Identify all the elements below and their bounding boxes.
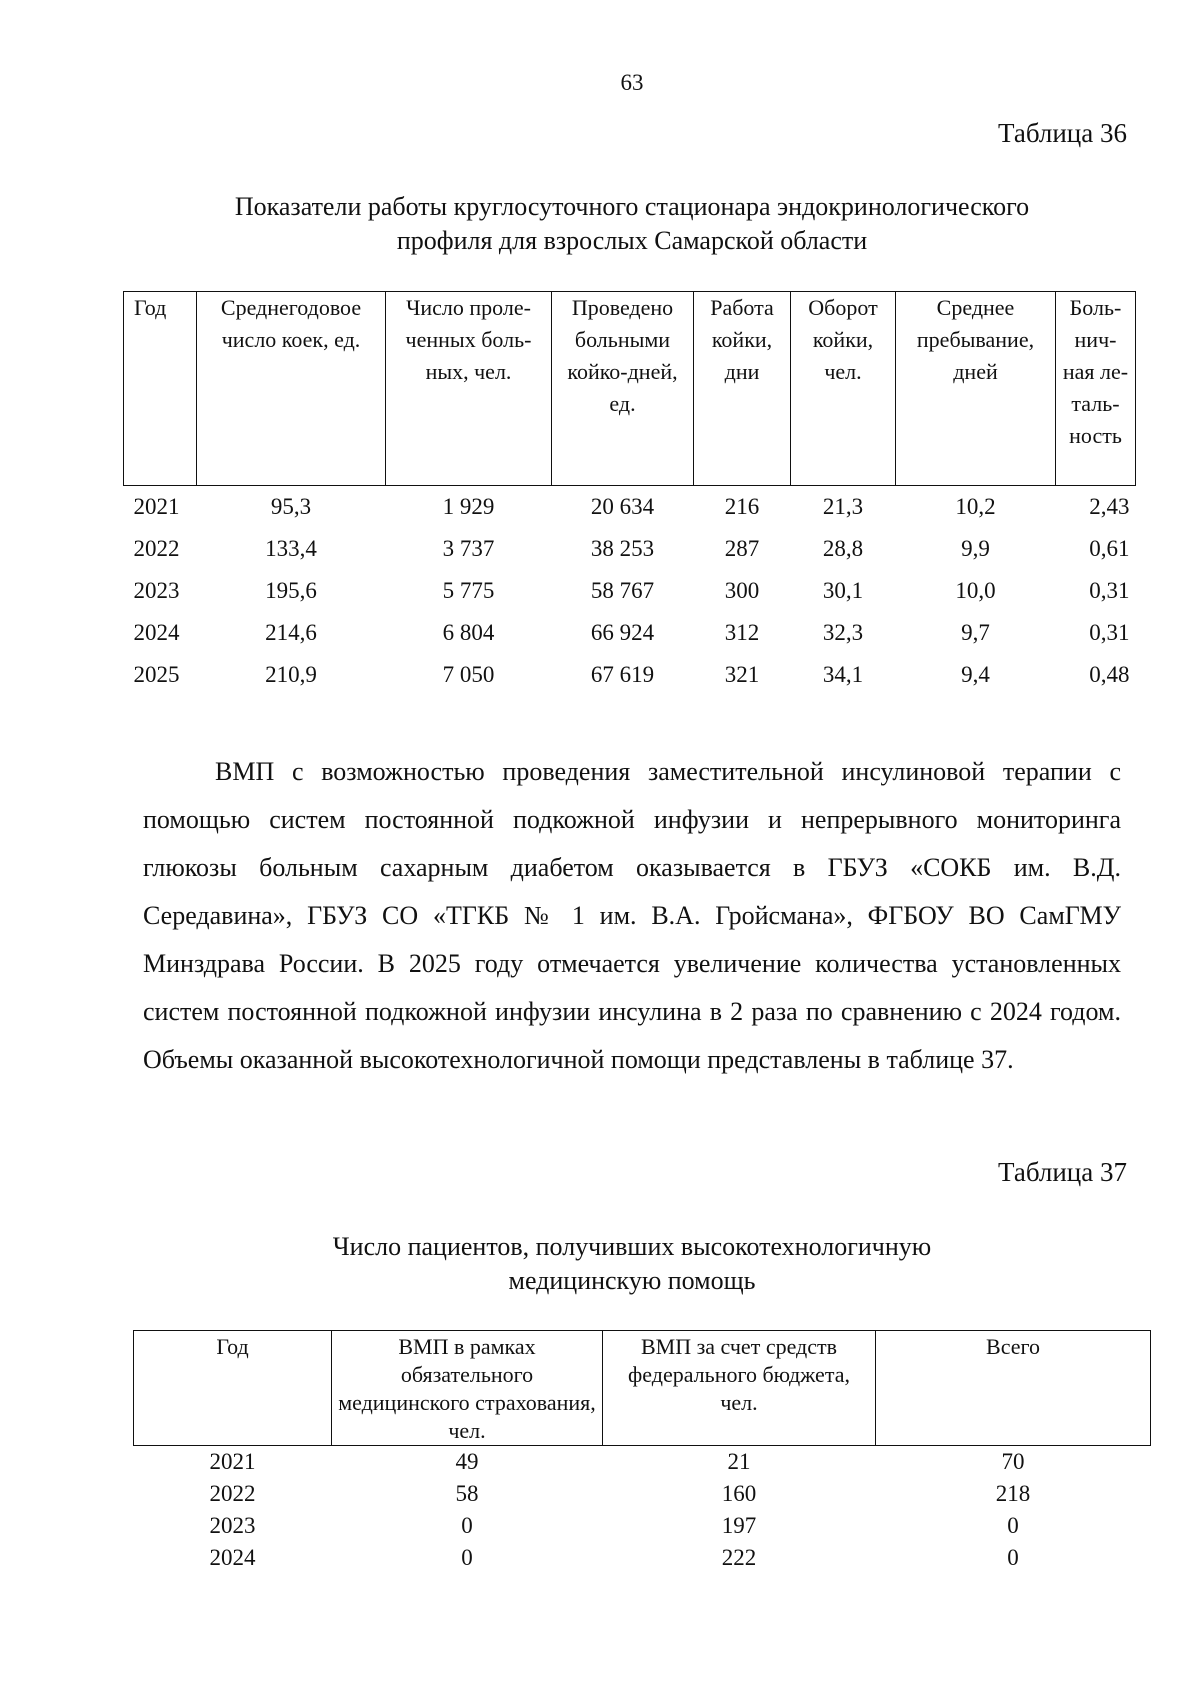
header-cell: Боль-нич-ная ле-таль-ность (1056, 292, 1136, 486)
table-cell: 2,43 (1089, 494, 1130, 519)
table-cell: 34,1 (822, 662, 864, 687)
table-cell: 195,6 (265, 578, 317, 603)
body-paragraph: ВМП с возможностью проведения заместительной инсулиновой терапии с помощью систем постоянной подкожной инфузии и непрерывного мониторинга глюкозы больным сахарным диабетом оказывается в ГБУЗ «СОКБ им. В.Д. Середавина», ГБУЗ СО «ТГКБ № 1 им. В.А. Гройсмана», ФГБОУ ВО СамГМУ Минздрава России. В 2025 году отмечается увеличение количества установленных систем постоянной подкожной инфузии инсулина в 2 раза по сравнению с 2024 годом. Объемы оказанной высокотехнологичной помощи представлены в таблице 37. (143, 757, 1121, 1074)
table-cell: 2024 (209, 1545, 256, 1570)
table-36-header-row (124, 292, 1136, 486)
table-36-title-line: Показатели работы круглосуточного стационара эндокринологического (234, 192, 1030, 221)
table-cell: 0 (461, 1513, 473, 1538)
table-row (124, 570, 1136, 612)
table-cell: 312 (724, 620, 760, 645)
table-cell: 21,3 (822, 494, 864, 519)
table-cell: 0 (461, 1545, 473, 1570)
table-cell: 300 (724, 578, 760, 603)
table-cell: 9,4 (961, 662, 990, 687)
table-cell: 49 (455, 1449, 479, 1474)
table-cell: 214,6 (265, 620, 317, 645)
header-cell: Год (124, 292, 197, 486)
table-cell: 95,3 (270, 494, 312, 519)
table-cell: 70 (1001, 1449, 1025, 1474)
table-37 (133, 1330, 1151, 1574)
table-cell: 2023 (133, 578, 180, 603)
header-cell: Работа койки, дни (694, 292, 791, 486)
table-cell: 0,61 (1089, 536, 1130, 561)
table-cell: 6 804 (442, 620, 495, 645)
table-cell: 0,31 (1089, 620, 1130, 645)
header-cell: Среднегодовое число коек, ед. (197, 292, 386, 486)
table-37-title-line: медицинскую помощь (508, 1266, 756, 1295)
page-number: 63 (620, 70, 644, 95)
table-cell: 9,7 (961, 620, 990, 645)
table-cell: 7 050 (442, 662, 495, 687)
table-cell: 3 737 (442, 536, 495, 561)
table-cell: 0,48 (1089, 662, 1130, 687)
header-cell: Проведено больными койко-дней, ед. (552, 292, 694, 486)
table-36-label: Таблица 36 (998, 118, 1127, 148)
table-cell: 20 634 (590, 494, 655, 519)
header-cell: Год (134, 1331, 332, 1446)
table-cell: 210,9 (265, 662, 317, 687)
table-cell: 222 (721, 1545, 757, 1570)
table-36-title (120, 190, 1144, 258)
table-cell: 0 (1007, 1513, 1019, 1538)
table-row (124, 528, 1136, 570)
table-cell: 287 (724, 536, 760, 561)
table-cell: 10,0 (955, 578, 996, 603)
table-cell: 28,8 (822, 536, 864, 561)
table-37-title-line: Число пациентов, получивших высокотехнологичную (332, 1232, 932, 1261)
table-row (134, 1446, 1151, 1479)
table-cell: 133,4 (265, 536, 317, 561)
header-cell: ВМП в рамках обязательного медицинского страхования, чел. (332, 1331, 603, 1446)
table-row (134, 1510, 1151, 1542)
table-cell: 9,9 (961, 536, 990, 561)
table-cell: 160 (721, 1481, 757, 1506)
table-row (124, 486, 1136, 529)
table-cell: 2022 (209, 1481, 256, 1506)
table-36-title-line: профиля для взрослых Самарской области (396, 226, 868, 255)
table-row (134, 1542, 1151, 1574)
table-row (134, 1478, 1151, 1510)
table-cell: 66 924 (590, 620, 655, 645)
table-37-title (120, 1230, 1144, 1298)
header-cell: Оборот койки, чел. (791, 292, 896, 486)
table-cell: 2022 (133, 536, 180, 561)
table-cell: 58 767 (590, 578, 655, 603)
table-cell: 197 (721, 1513, 757, 1538)
table-cell: 2021 (133, 494, 180, 519)
table-cell: 218 (995, 1481, 1031, 1506)
table-cell: 38 253 (590, 536, 655, 561)
table-cell: 0 (1007, 1545, 1019, 1570)
table-36 (123, 291, 1136, 696)
table-37-header-row (134, 1331, 1151, 1446)
header-cell: ВМП за счет средств федерального бюджета, чел. (603, 1331, 876, 1446)
table-cell: 321 (724, 662, 760, 687)
table-37-label: Таблица 37 (998, 1157, 1127, 1187)
table-cell: 0,31 (1089, 578, 1130, 603)
header-cell: Среднее пребывание, дней (896, 292, 1056, 486)
table-cell: 5 775 (442, 578, 495, 603)
header-cell: Всего (876, 1331, 1151, 1446)
table-cell: 2024 (133, 620, 180, 645)
table-cell: 2025 (133, 662, 180, 687)
table-cell: 67 619 (590, 662, 655, 687)
header-cell: Число проле-ченных боль-ных, чел. (386, 292, 552, 486)
table-cell: 10,2 (955, 494, 996, 519)
table-cell: 58 (455, 1481, 479, 1506)
table-cell: 216 (724, 494, 760, 519)
table-cell: 2023 (209, 1513, 256, 1538)
table-cell: 2021 (209, 1449, 256, 1474)
table-cell: 21 (727, 1449, 751, 1474)
table-row (124, 612, 1136, 654)
table-cell: 30,1 (822, 578, 864, 603)
table-cell: 1 929 (442, 494, 495, 519)
table-row (124, 654, 1136, 696)
table-cell: 32,3 (822, 620, 864, 645)
